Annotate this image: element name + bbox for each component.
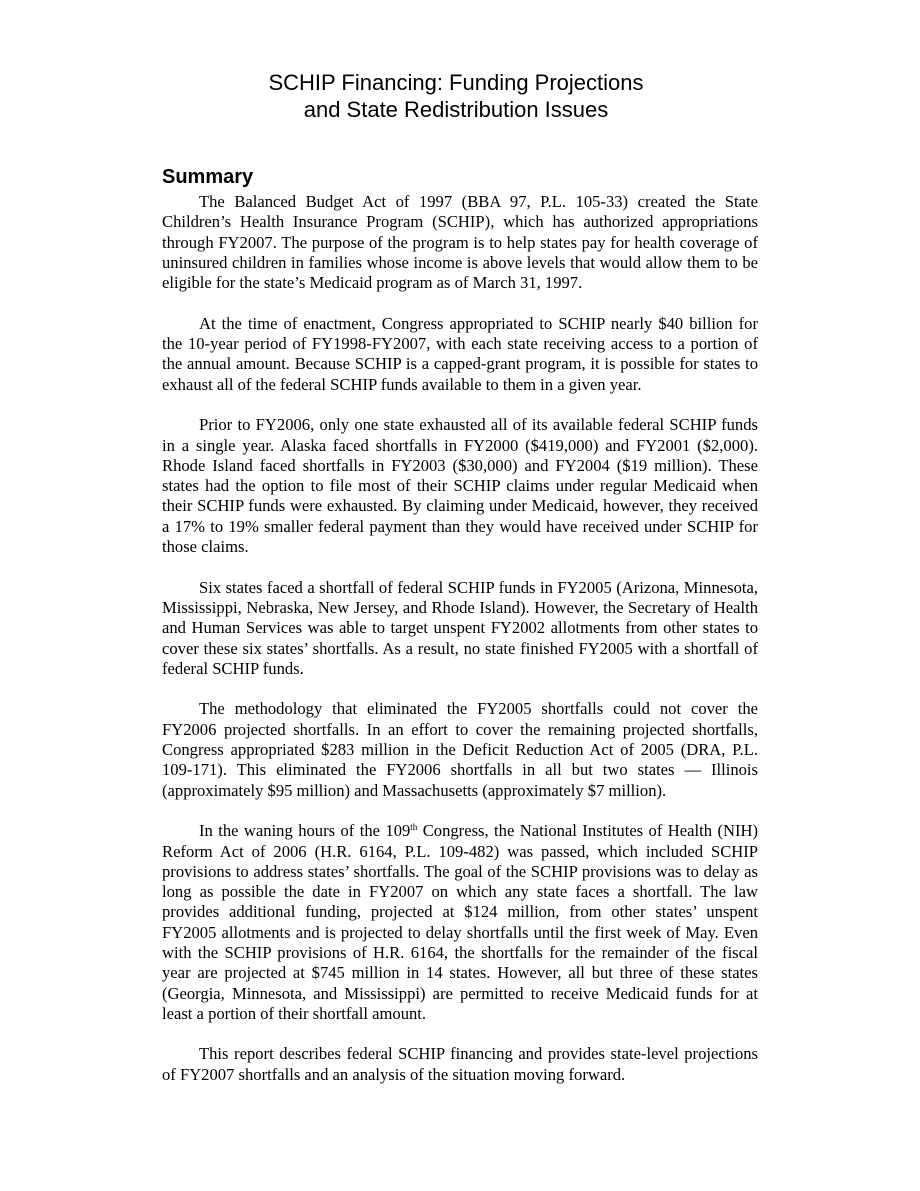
paragraph-5: The methodology that eliminated the FY2005 shortfalls could not cover the FY2006 projected shortfalls. In an effort to cover the remaining projected shortfalls, Congress appropriated $283 million in the Deficit Reduction Act of 2005 (DRA, P.L. 109-171). This eliminated the FY2006 shortfalls in all but two states — Illinois (approximately $95 million) and Massachusetts (approximately $7 million). <box>162 699 758 800</box>
paragraph-2: At the time of enactment, Congress appropriated to SCHIP nearly $40 billion for the 10-year period of FY1998-FY2007, with each state receiving access to a portion of the annual amount. Because SCHIP is a capped-grant program, it is possible for states to exhaust all of the federal SCHIP funds available to them in a given year. <box>162 313 758 394</box>
paragraph-7: This report describes federal SCHIP financing and provides state-level projections of FY2007 shortfalls and an analysis of the situation moving forward. <box>162 1044 758 1084</box>
paragraph-4: Six states faced a shortfall of federal SCHIP funds in FY2005 (Arizona, Minnesota, Mississippi, Nebraska, New Jersey, and Rhode Island). However, the Secretary of Health and Human Services was able to target unspent FY2002 allotments from other states to cover these six states’ shortfalls. As a result, no state finished FY2005 with a shortfall of federal SCHIP funds. <box>162 577 758 678</box>
paragraph-6-rest: Congress, the National Institutes of Health (NIH) Reform Act of 2006 (H.R. 6164, P.L. 109-482) was passed, which included SCHIP provisions to address states’ shortfalls. The goal of the SCHIP provisions was to delay as long as possible the date in FY2007 on which any state faces a shortfall. The law provides additional funding, projected at $124 million, from other states’ unspent FY2005 allotments and is projected to delay shortfalls until the first week of May. Even with the SCHIP provisions of H.R. 6164, the shortfalls for the remainder of the fiscal year are projected at $745 million in 14 states. However, all but three of these states (Georgia, Minnesota, and Mississippi) are permitted to receive Medicaid funds for at least a portion of their shortfall amount. <box>162 821 758 1023</box>
paragraph-6 <box>162 821 758 1024</box>
ordinal-suffix: th <box>410 822 418 833</box>
document-title <box>0 69 912 123</box>
paragraph-1: The Balanced Budget Act of 1997 (BBA 97, P.L. 105-33) created the State Children’s Health Insurance Program (SCHIP), which has authorized appropriations through FY2007. The purpose of the program is to help states pay for health coverage of uninsured children in families whose income is above levels that would allow them to be eligible for the state’s Medicaid program as of March 31, 1997. <box>162 192 758 293</box>
paragraph-6-start: In the waning hours of the 109 <box>199 821 411 841</box>
paragraph-3: Prior to FY2006, only one state exhausted all of its available federal SCHIP funds in a single year. Alaska faced shortfalls in FY2000 ($419,000) and FY2001 ($2,000). Rhode Island faced shortfalls in FY2003 ($30,000) and FY2004 ($19 million). These states had the option to file most of their SCHIP claims under regular Medicaid when their SCHIP funds were exhausted. By claiming under Medicaid, however, they received a 17% to 19% smaller federal payment than they would have received under SCHIP for those claims. <box>162 415 758 557</box>
title-line-1: SCHIP Financing: Funding Projections <box>268 69 644 95</box>
summary-heading: Summary <box>162 165 254 188</box>
title-line-2: and State Redistribution Issues <box>303 96 609 122</box>
summary-body <box>162 192 758 1105</box>
